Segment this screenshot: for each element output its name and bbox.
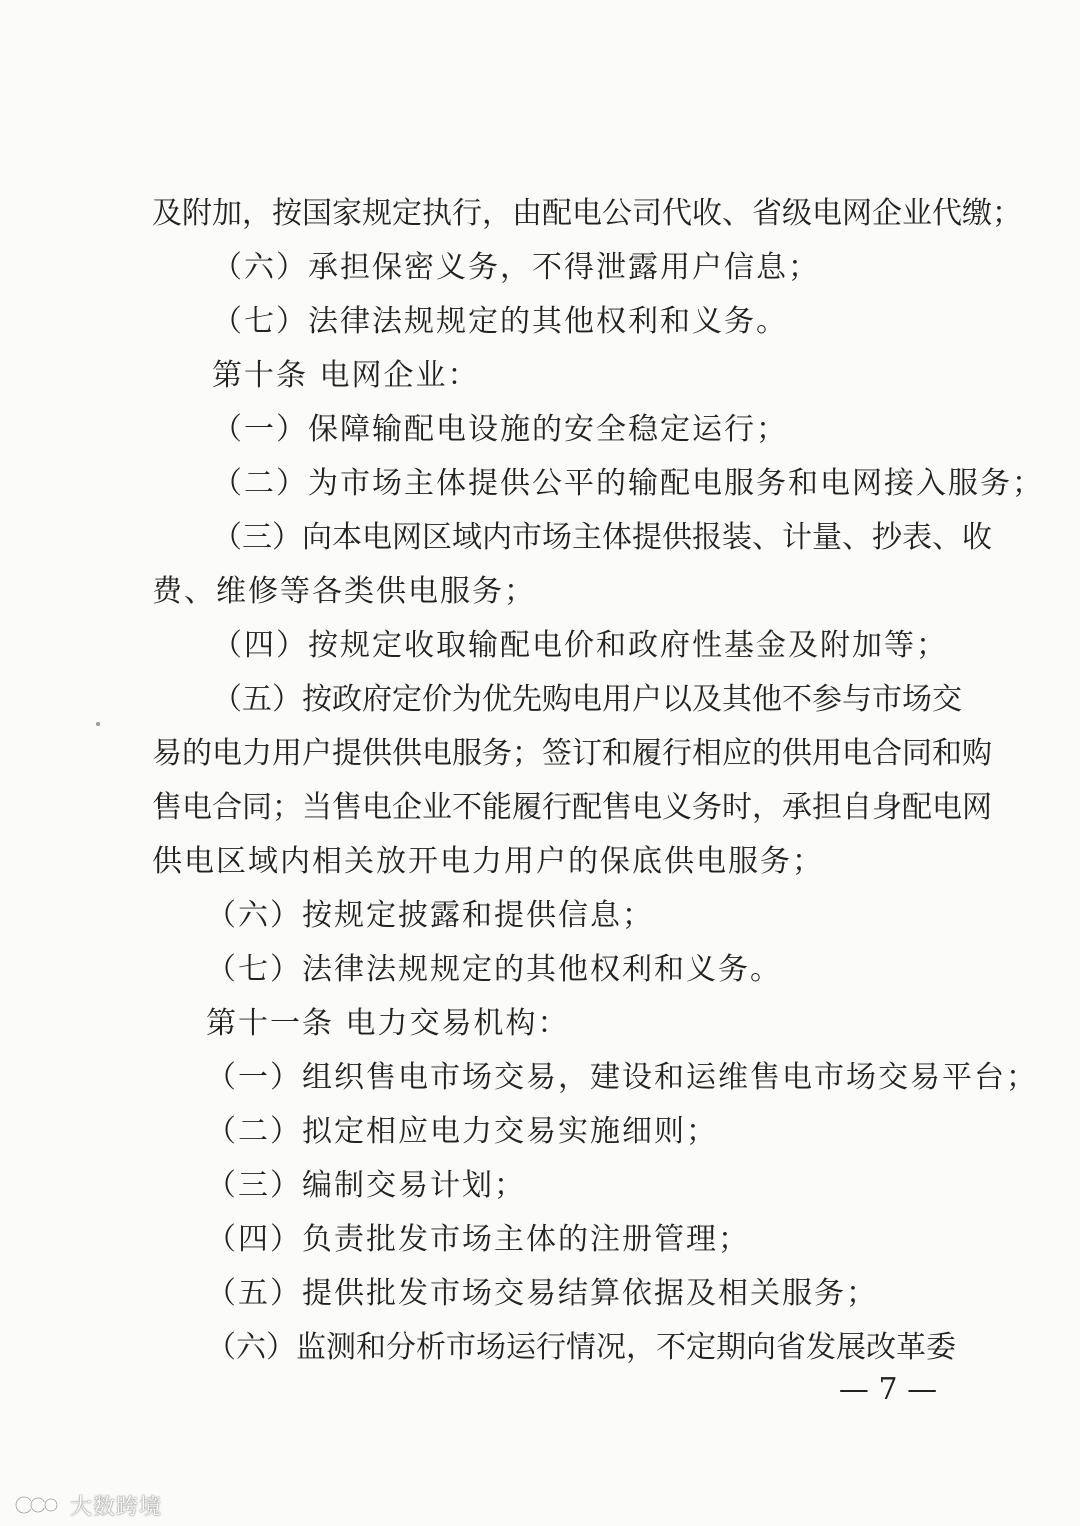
section-heading: 第十一条 电力交易机构：	[206, 1006, 570, 1041]
text-line: 供电区域内相关放开电力用户的保底供电服务；	[152, 844, 824, 879]
text-line: 售电合同；当售电企业不能履行配售电义务时，承担自身配电网	[152, 790, 992, 825]
text-line: （五）提供批发市场交易结算依据及相关服务；	[206, 1276, 878, 1311]
watermark	[14, 1490, 162, 1520]
text-line: （七）法律法规规定的其他权利和义务。	[206, 952, 782, 987]
text-line: （七）法律法规规定的其他权利和义务。	[212, 304, 788, 339]
text-line: （六）承担保密义务，不得泄露用户信息；	[212, 250, 820, 285]
watermark-text: 大数跨境	[70, 1494, 163, 1520]
text-line: （二）为市场主体提供公平的输配电服务和电网接入服务；	[212, 466, 1044, 501]
text-line: 易的电力用户提供供电服务；签订和履行相应的供用电合同和购	[152, 736, 992, 771]
text-line: （四）负责批发市场主体的注册管理；	[206, 1222, 750, 1257]
text-line: （三）编制交易计划；	[206, 1168, 526, 1203]
text-line: （二）拟定相应电力交易实施细则；	[206, 1114, 718, 1149]
scan-speck	[96, 722, 100, 726]
text-line: （一）保障输配电设施的安全稳定运行；	[212, 412, 788, 447]
page-number: — 7 —	[838, 1372, 938, 1407]
text-line: （六）监测和分析市场运行情况，不定期向省发展改革委	[206, 1330, 956, 1365]
text-line: 及附加，按国家规定执行，由配电公司代收、省级电网企业代缴；	[152, 196, 1022, 231]
section-heading: 第十条 电网企业：	[212, 358, 480, 393]
text-line: （六）按规定披露和提供信息；	[206, 898, 654, 933]
text-line: 费、维修等各类供电服务；	[152, 574, 536, 609]
text-line: （四）按规定收取输配电价和政府性基金及附加等；	[212, 628, 948, 663]
text-line: （三）向本电网区域内市场主体提供报装、计量、抄表、收	[212, 520, 992, 555]
watermark-logo-icon	[14, 1492, 64, 1518]
text-line: （一）组织售电市场交易，建设和运维售电市场交易平台；	[206, 1060, 1038, 1095]
text-line: （五）按政府定价为优先购电用户以及其他不参与市场交	[212, 682, 962, 717]
